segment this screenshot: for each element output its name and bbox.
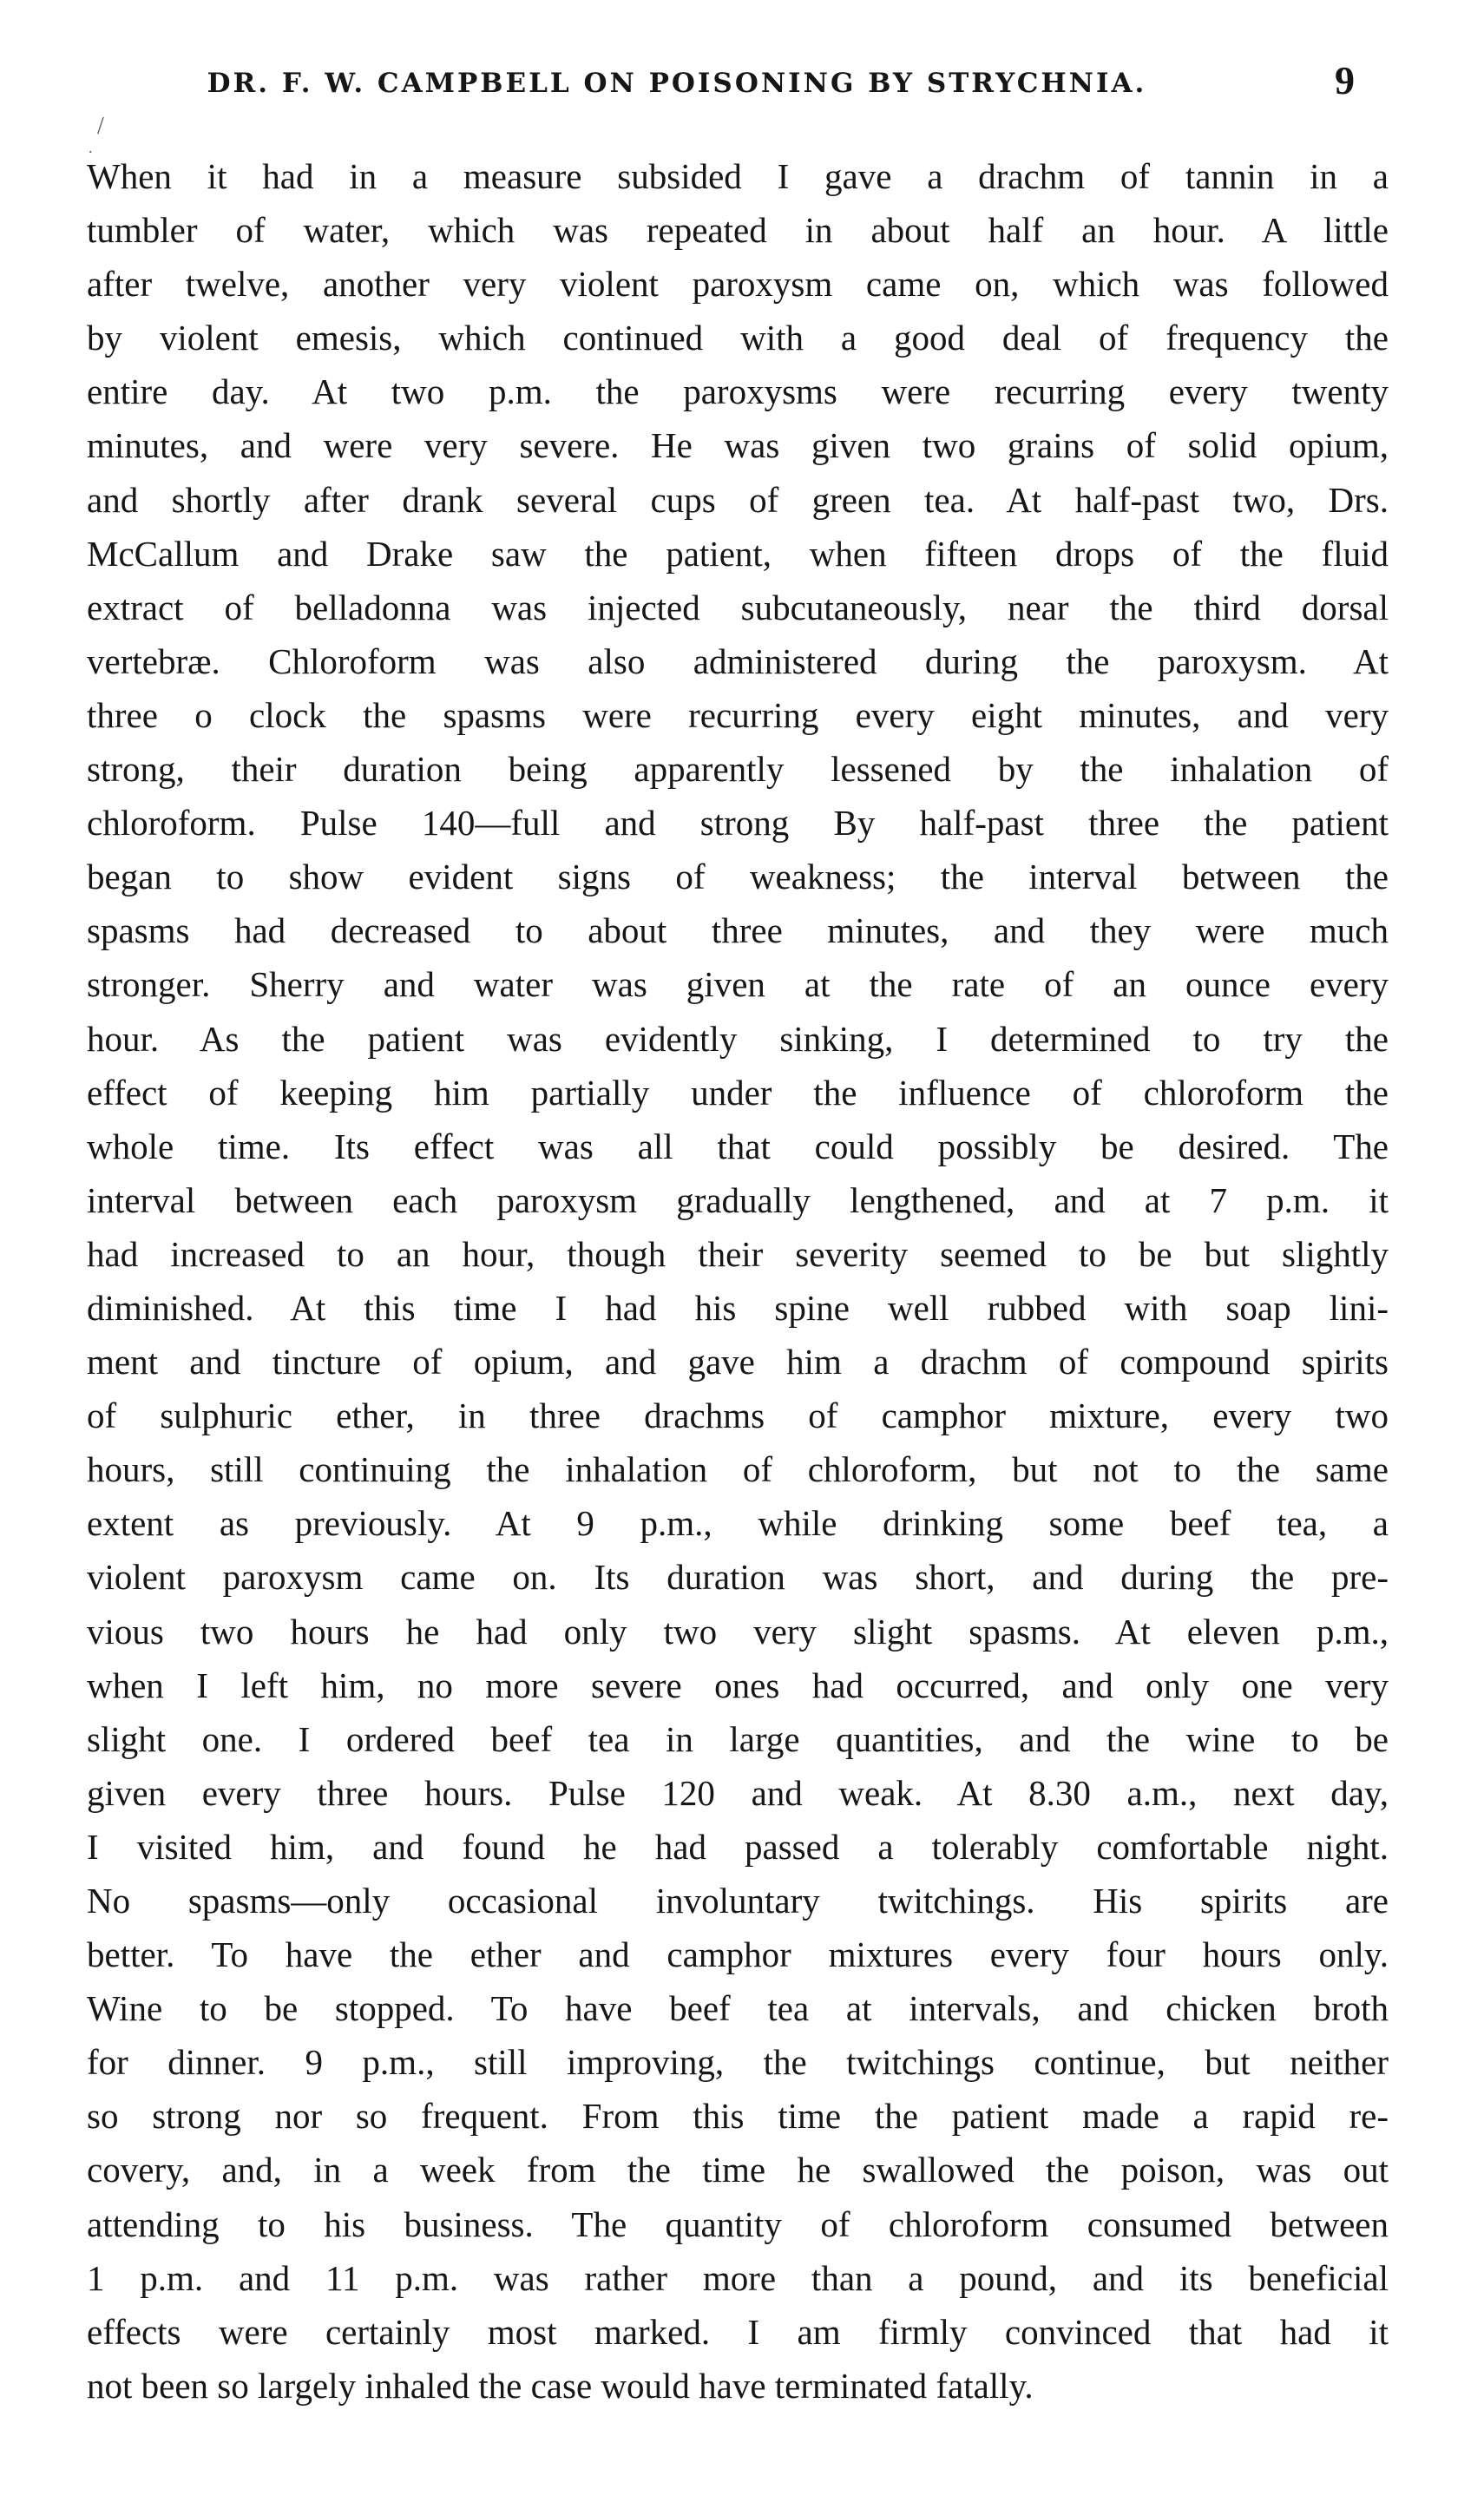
text-line: so strong nor so frequent. From this time the patient made a rapid re- xyxy=(87,2096,1389,2137)
text-line: vertebræ. Chloroform was also administered during the paroxysm. At xyxy=(87,640,1389,681)
text-line: entire day. At two p.m. the paroxysms were recurring every twenty xyxy=(87,371,1389,412)
body-text xyxy=(87,149,1389,2413)
running-head: DR. F. W. CAMPBELL ON POISONING BY STRYCHNIA. xyxy=(207,68,1147,99)
text-line: effect of keeping him partially under the influence of chloroform the xyxy=(87,1072,1389,1113)
text-line: stronger. Sherry and water was given at the rate of an ounce every xyxy=(87,964,1389,1005)
text-line: attending to his business. The quantity of chloroform consumed between xyxy=(87,2203,1389,2244)
margin-tick-mark: . xyxy=(89,139,93,156)
text-line: vious two hours he had only two very slight spasms. At eleven p.m., xyxy=(87,1611,1389,1652)
text-line: McCallum and Drake saw the patient, when fifteen drops of the fluid xyxy=(87,533,1389,574)
text-line: given every three hours. Pulse 120 and weak. At 8.30 a.m., next day, xyxy=(87,1772,1389,1813)
text-line: No spasms—only occasional involuntary twitchings. His spirits are xyxy=(87,1881,1389,1921)
text-line: 1 p.m. and 11 p.m. was rather more than a pound, and its beneficial xyxy=(87,2257,1389,2298)
page-number: 9 xyxy=(1335,58,1355,102)
text-line: not been so largely inhaled the case would have terminated fatally. xyxy=(87,2365,1034,2406)
text-line: extent as previously. At 9 p.m., while drinking some beef tea, a xyxy=(87,1503,1389,1544)
text-line: When it had in a measure subsided I gave a drachm of tannin in a xyxy=(87,156,1389,196)
text-line: I visited him, and found he had passed a tolerably comfortable night. xyxy=(87,1826,1389,1867)
text-line: chloroform. Pulse 140—full and strong By half-past three the patient xyxy=(87,803,1389,844)
text-line: diminished. At this time I had his spine well rubbed with soap lini- xyxy=(87,1287,1389,1328)
text-line: minutes, and were very severe. He was given two grains of solid opium, xyxy=(87,425,1389,466)
text-line: spasms had decreased to about three minutes, and they were much xyxy=(87,910,1389,951)
text-line: violent paroxysm came on. Its duration was short, and during the pre- xyxy=(87,1557,1389,1598)
text-line: effects were certainly most marked. I am firmly convinced that had it xyxy=(87,2311,1389,2352)
text-line: hours, still continuing the inhalation of chloroform, but not to the same xyxy=(87,1449,1389,1490)
text-line: slight one. I ordered beef tea in large quantities, and the wine to be xyxy=(87,1718,1389,1759)
text-line: tumbler of water, which was repeated in about half an hour. A little xyxy=(87,210,1389,251)
text-line: extract of belladonna was injected subcutaneously, near the third dorsal xyxy=(87,587,1389,627)
text-line: covery, and, in a week from the time he swallowed the poison, was out xyxy=(87,2150,1389,2190)
text-line: strong, their duration being apparently lessened by the inhalation of xyxy=(87,749,1389,790)
text-line: and shortly after drank several cups of green tea. At half-past two, Drs. xyxy=(87,479,1389,520)
text-line: for dinner. 9 p.m., still improving, the twitchings continue, but neither xyxy=(87,2042,1389,2083)
text-line: better. To have the ether and camphor mixtures every four hours only. xyxy=(87,1934,1389,1975)
text-line: had increased to an hour, though their severity seemed to be but slightly xyxy=(87,1233,1389,1274)
text-line: three o clock the spasms were recurring every eight minutes, and very xyxy=(87,694,1389,735)
text-line: of sulphuric ether, in three drachms of camphor mixture, every two xyxy=(87,1395,1389,1436)
text-line: hour. As the patient was evidently sinking, I determined to try the xyxy=(87,1018,1389,1059)
text-line: ment and tincture of opium, and gave him a drachm of compound spirits xyxy=(87,1342,1389,1382)
margin-tick-mark: / xyxy=(97,113,104,140)
text-line: Wine to be stopped. To have beef tea at intervals, and chicken broth xyxy=(87,1988,1389,2029)
text-line: whole time. Its effect was all that could possibly be desired. The xyxy=(87,1126,1389,1166)
text-line: began to show evident signs of weakness; the interval between the xyxy=(87,857,1389,897)
text-line: interval between each paroxysm gradually lengthened, and at 7 p.m. it xyxy=(87,1179,1389,1220)
text-line: when I left him, no more severe ones had occurred, and only one very xyxy=(87,1665,1389,1705)
text-line: after twelve, another very violent paroxysm came on, which was followed xyxy=(87,264,1389,305)
text-line: by violent emesis, which continued with a good deal of frequency the xyxy=(87,318,1389,358)
